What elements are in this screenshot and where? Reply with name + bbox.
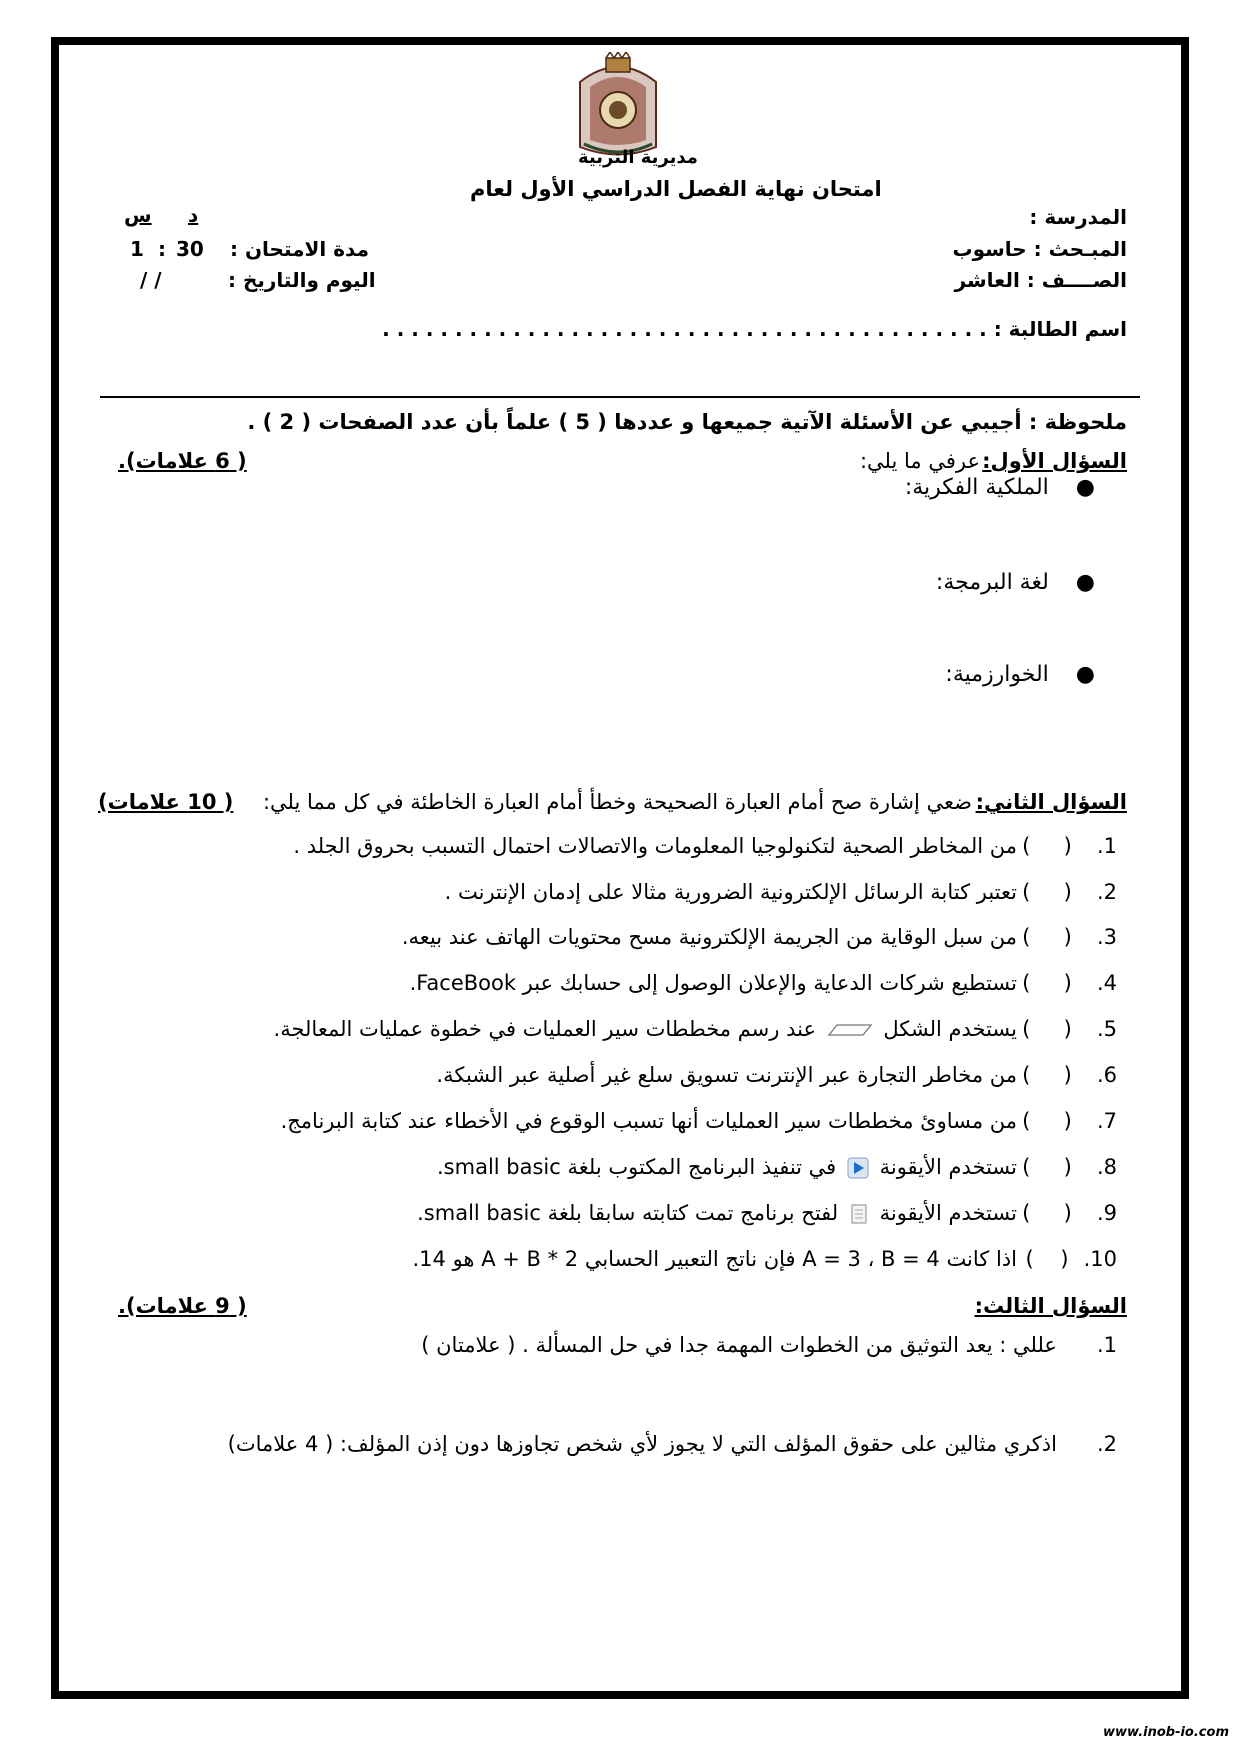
- subject: المبـحث : حاسوب: [952, 237, 1127, 261]
- list-item: [945, 662, 1095, 687]
- open-file-icon: [849, 1203, 869, 1225]
- item-number: 10.: [1083, 1247, 1117, 1271]
- item-text: تعتبر كتابة الرسائل الإلكترونية الضرورية مثالا على إدمان الإنترنت .: [444, 880, 1017, 904]
- answer-blank[interactable]: ( ): [1022, 1063, 1072, 1087]
- date-value: / /: [140, 268, 162, 292]
- student-name: اسم الطالبة : . . . . . . . . . . . . . . . . . . . . . . . . . . . . . . . . . . . . . . . . . .: [382, 317, 1127, 341]
- run-play-icon: [847, 1157, 869, 1179]
- grade: الصــــف : العاشر: [954, 268, 1127, 292]
- item-text: عللي : يعد التوثيق من الخطوات المهمة جدا في حل المسألة . ( علامتان ): [421, 1333, 1057, 1357]
- item-text: يستخدم الشكل: [883, 1017, 1017, 1041]
- item-number: 6.: [1096, 1063, 1117, 1087]
- item-text: من مخاطر التجارة عبر الإنترنت تسويق سلع غير أصلية عبر الشبكة.: [436, 1063, 1017, 1087]
- q3-title: السؤال الثالث:: [974, 1294, 1127, 1318]
- directorate: مديرية التربية: [578, 147, 698, 168]
- item-text: من المخاطر الصحية لتكنولوجيا المعلومات والاتصالات احتمال التسبب بحروق الجلد .: [293, 834, 1017, 858]
- q1-marks: ( 6 علامات).: [118, 449, 247, 473]
- answer-blank[interactable]: ( ): [1022, 1017, 1072, 1041]
- date-label: اليوم والتاريخ :: [228, 268, 376, 292]
- answer-blank[interactable]: ( ): [1022, 971, 1072, 995]
- duration-hours: 1: [130, 237, 144, 261]
- school-label: المدرسة :: [1029, 205, 1127, 229]
- item-number: 8.: [1096, 1155, 1117, 1179]
- footer-url: www.inob-io.com: [1103, 1725, 1229, 1740]
- bullet-icon: ●: [1075, 475, 1095, 500]
- table-row: [436, 1063, 1117, 1087]
- table-row: [293, 834, 1117, 858]
- table-row: [402, 925, 1117, 949]
- item-text: في تنفيذ البرنامج المكتوب بلغة small basic.: [436, 1155, 837, 1179]
- exam-title: امتحان نهاية الفصل الدراسي الأول لعام: [470, 177, 882, 201]
- q2-instruction: ضعي إشارة صح أمام العبارة الصحيحة وخطأ أمام العبارة الخاطئة في كل مما يلي:: [262, 790, 972, 814]
- table-row: [412, 1247, 1117, 1271]
- item-number: 2.: [1096, 880, 1117, 904]
- table-row: [281, 1109, 1117, 1133]
- q1-title: السؤال الأول:: [982, 449, 1127, 473]
- answer-blank[interactable]: ( ): [1022, 1155, 1072, 1179]
- answer-blank[interactable]: ( ): [1022, 1201, 1072, 1225]
- answer-blank[interactable]: ( ): [1022, 880, 1072, 904]
- item-text: تستخدم الأيقونة: [879, 1155, 1017, 1179]
- parallelogram-shape-icon: [827, 1023, 873, 1037]
- header-divider: [100, 396, 1140, 398]
- item-number: 7.: [1096, 1109, 1117, 1133]
- item-text: من سبل الوقاية من الجريمة الإلكترونية مسح محتويات الهاتف عند بيعه.: [401, 925, 1017, 949]
- item-number: 2.: [1096, 1432, 1117, 1456]
- item-number: 1.: [1096, 834, 1117, 858]
- q2-title: السؤال الثاني:: [975, 790, 1127, 814]
- item-number: 1.: [1096, 1333, 1117, 1357]
- table-row: [437, 1155, 1117, 1179]
- item-text: لفتح برنامج تمت كتابته سابقا بلغة small basic.: [417, 1201, 839, 1225]
- item-number: 9.: [1096, 1201, 1117, 1225]
- q1-item-text: الملكية الفكرية:: [904, 475, 1049, 500]
- list-item: [421, 1333, 1117, 1357]
- unit-minutes: د: [188, 203, 199, 227]
- q1-instruction: عرفي ما يلي:: [859, 449, 980, 473]
- unit-hours: س: [124, 203, 152, 227]
- list-item: [228, 1432, 1117, 1456]
- duration-label: مدة الامتحان :: [230, 237, 369, 261]
- answer-blank[interactable]: ( ): [1022, 834, 1072, 858]
- q3-marks: ( 9 علامات).: [118, 1294, 247, 1318]
- note: ملحوظة : أجيبي عن الأسئلة الآتية جميعها و عددها ( 5 ) علماً بأن عدد الصفحات ( 2 ) .: [247, 410, 1127, 434]
- item-text: من مساوئ مخططات سير العمليات أنها تسبب الوقوع في الأخطاء عند كتابة البرنامج.: [280, 1109, 1017, 1133]
- table-row: [417, 1201, 1117, 1225]
- table-row: [445, 880, 1117, 904]
- item-number: 3.: [1096, 925, 1117, 949]
- bullet-icon: ●: [1075, 570, 1095, 595]
- q2-marks: ( 10 علامات): [98, 790, 234, 814]
- item-text: تستخدم الأيقونة: [879, 1201, 1017, 1225]
- item-text: عند رسم مخططات سير العمليات في خطوة عمليات المعالجة.: [273, 1017, 816, 1041]
- list-item: [936, 570, 1095, 595]
- duration-minutes: 30: [176, 237, 204, 261]
- jordan-coat-of-arms-icon: [570, 52, 666, 162]
- answer-blank[interactable]: ( ): [1022, 1109, 1072, 1133]
- answer-blank[interactable]: ( ): [1022, 925, 1072, 949]
- q1-item-text: الخوارزمية:: [945, 662, 1049, 687]
- item-number: 4.: [1096, 971, 1117, 995]
- answer-blank[interactable]: ( ): [1025, 1247, 1069, 1271]
- duration-separator: :: [158, 237, 166, 261]
- item-number: 5.: [1096, 1017, 1117, 1041]
- bullet-icon: ●: [1075, 662, 1095, 687]
- q1-item-text: لغة البرمجة:: [935, 570, 1049, 595]
- table-row: [274, 1017, 1117, 1041]
- item-text: تستطيع شركات الدعاية والإعلان الوصول إلى حسابك عبر FaceBook.: [409, 971, 1017, 995]
- item-text: اذا كانت A = 3 ، B = 4 فإن ناتج التعبير الحسابي 2 * A + B هو 14.: [412, 1247, 1017, 1271]
- table-row: [410, 971, 1117, 995]
- item-text: اذكري مثالين على حقوق المؤلف التي لا يجوز لأي شخص تجاوزها دون إذن المؤلف: ( 4 علامات): [227, 1432, 1057, 1456]
- list-item: [905, 475, 1095, 500]
